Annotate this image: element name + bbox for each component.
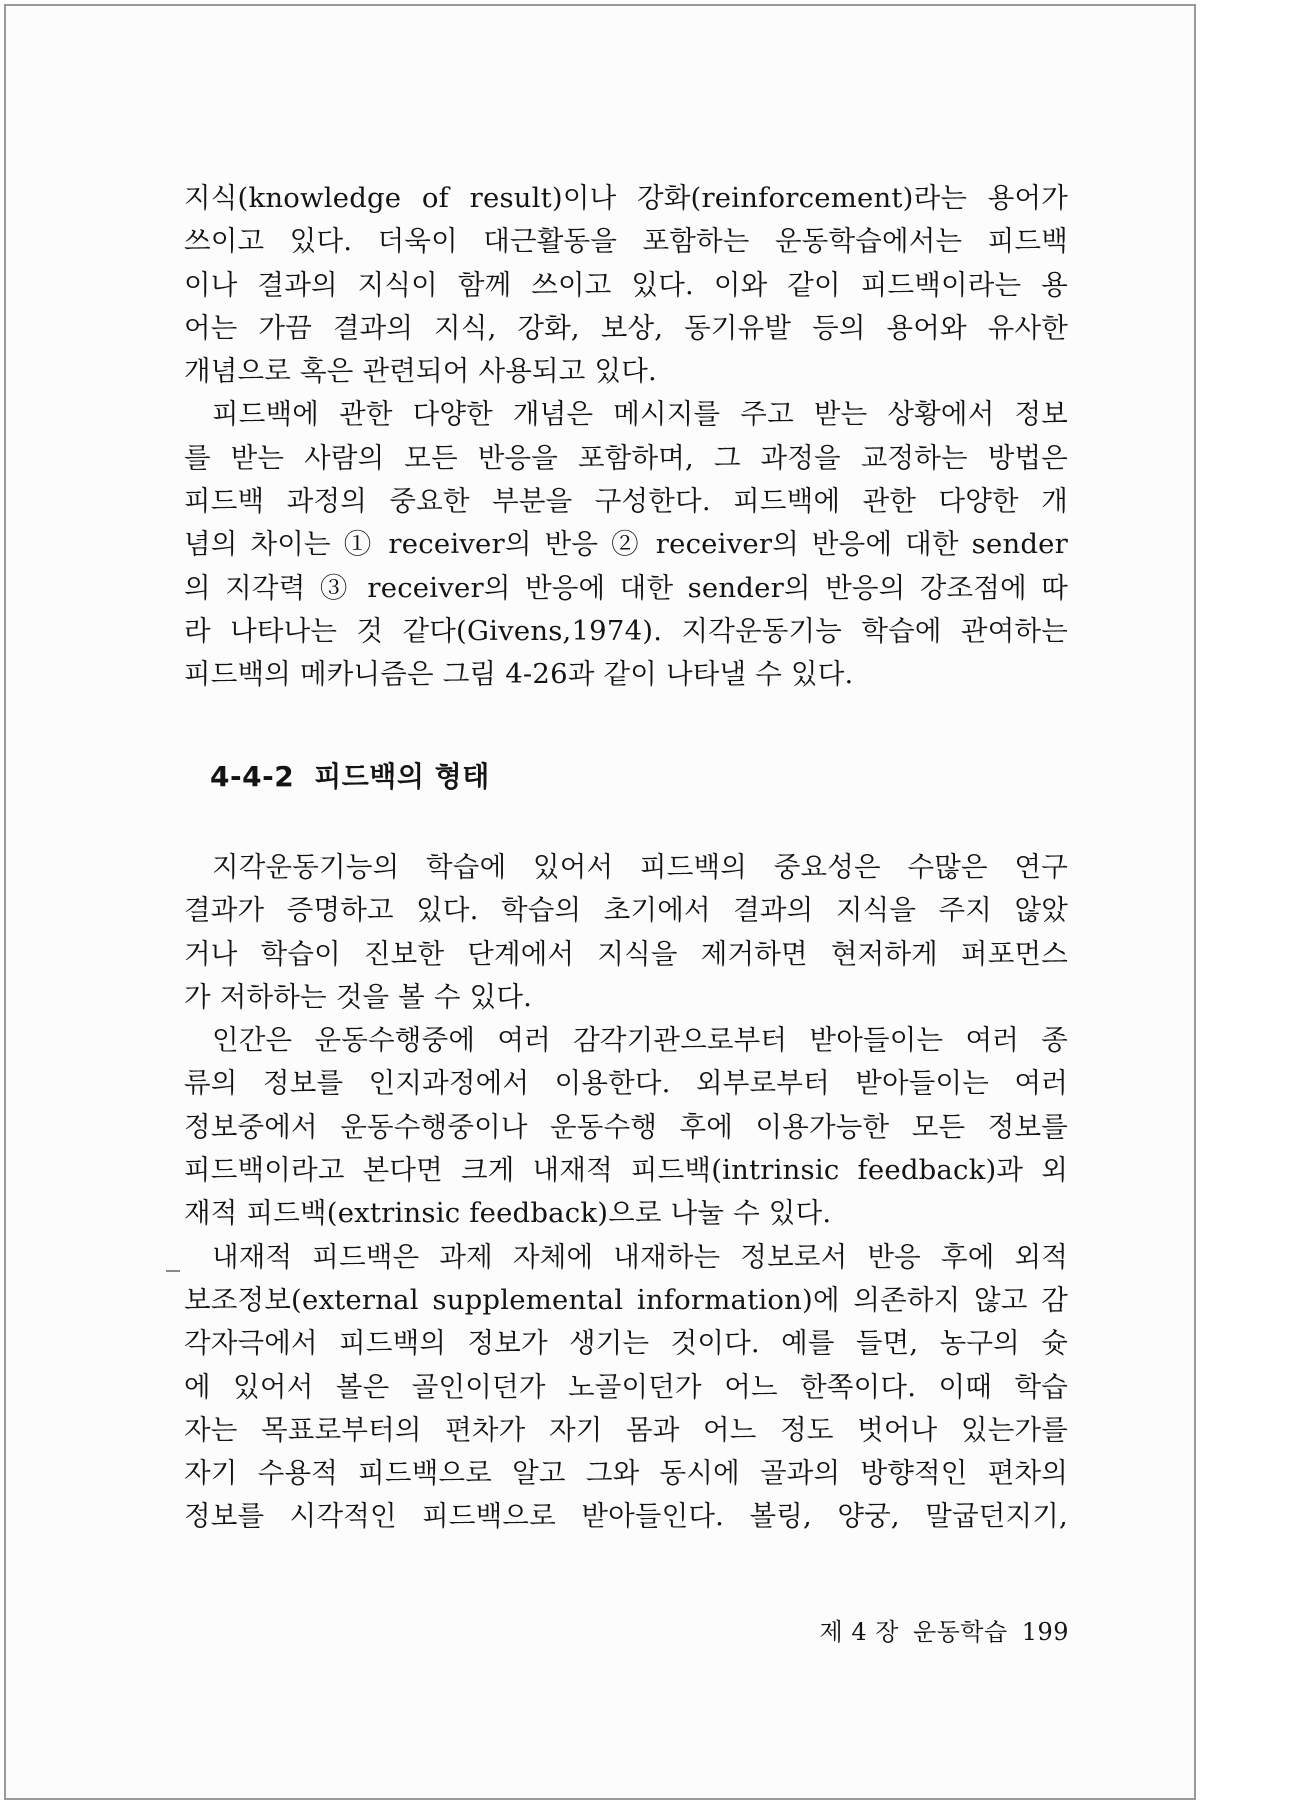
text-line: 재적 피드백(extrinsic feedback)으로 나눌 수 있다. <box>184 1197 832 1230</box>
text-line: 를 받는 사람의 모든 반응을 포함하며, 그 과정을 교정하는 방법은 <box>184 441 1068 474</box>
text-line: 개념으로 혹은 관련되어 사용되고 있다. <box>184 355 657 388</box>
text-line: 보조정보(external supplemental information)에 의존하지 않고 감 <box>184 1283 1068 1316</box>
text-line: 에 있어서 볼은 골인이던가 노골이던가 어느 한쪽이다. 이때 학습 <box>184 1370 1068 1403</box>
body-text-block-2 <box>184 846 1068 1539</box>
text-line: 가 저하하는 것을 볼 수 있다. <box>184 980 533 1013</box>
footer-chapter-title: 운동학습 <box>912 1618 1008 1646</box>
text-line: 각자극에서 피드백의 정보가 생기는 것이다. 예를 들면, 농구의 슛 <box>184 1327 1068 1360</box>
text-line: 이나 결과의 지식이 함께 쓰이고 있다. 이와 같이 피드백이라는 용 <box>184 268 1068 301</box>
text-line: 정보중에서 운동수행중이나 운동수행 후에 이용가능한 모든 정보를 <box>184 1110 1068 1143</box>
text-line: 거나 학습이 진보한 단계에서 지식을 제거하면 현저하게 퍼포먼스 <box>184 937 1068 970</box>
text-line: 지각운동기능의 학습에 있어서 피드백의 중요성은 수많은 연구 <box>212 851 1068 883</box>
text-line: 피드백 과정의 중요한 부분을 구성한다. 피드백에 관한 다양한 개 <box>184 485 1068 518</box>
page-number: 199 <box>1021 1618 1069 1646</box>
text-line: 념의 차이는 ① receiver의 반응 ② receiver의 반응에 대한 sender <box>184 528 1068 561</box>
footer-chapter: 제 4 장 <box>819 1618 899 1646</box>
text-line: 류의 정보를 인지과정에서 이용한다. 외부로부터 받아들이는 여러 <box>184 1067 1068 1100</box>
section-number: 4-4-2 <box>210 760 295 793</box>
text-line: 쓰이고 있다. 더욱이 대근활동을 포함하는 운동학습에서는 피드백 <box>184 225 1068 258</box>
text-line: 자기 수용적 피드백으로 알고 그와 동시에 골과의 방향적인 편차의 <box>184 1457 1068 1490</box>
text-line: 자는 목표로부터의 편차가 자기 몸과 어느 정도 벗어나 있는가를 <box>184 1413 1068 1446</box>
text-line: 지식(knowledge of result)이나 강화(reinforcement)라는 용어가 <box>184 182 1068 214</box>
page-footer <box>806 1612 1069 1647</box>
text-line: 결과가 증명하고 있다. 학습의 초기에서 결과의 지식을 주지 않았 <box>184 894 1068 927</box>
text-line: 피드백이라고 본다면 크게 내재적 피드백(intrinsic feedback)과 외 <box>184 1154 1068 1187</box>
body-text-block-1 <box>184 177 1068 697</box>
text-line: 내재적 피드백은 과제 자체에 내재하는 정보로서 반응 후에 외적 <box>212 1240 1068 1273</box>
text-line: 피드백에 관한 다양한 개념은 메시지를 주고 받는 상황에서 정보 <box>212 398 1068 431</box>
section-title: 피드백의 형태 <box>314 760 490 793</box>
section-heading <box>210 755 490 795</box>
text-line: 어는 가끔 결과의 지식, 강화, 보상, 동기유발 등의 용어와 유사한 <box>184 311 1068 344</box>
text-line: 정보를 시각적인 피드백으로 받아들인다. 볼링, 양궁, 말굽던지기, <box>184 1500 1068 1533</box>
text-line: 피드백의 메카니즘은 그림 4-26과 같이 나타낼 수 있다. <box>184 658 854 691</box>
scan-mark <box>166 1270 180 1272</box>
text-line: 의 지각력 ③ receiver의 반응에 대한 sender의 반응의 강조점에 따 <box>184 571 1068 604</box>
text-line: 인간은 운동수행중에 여러 감각기관으로부터 받아들이는 여러 종 <box>212 1024 1068 1057</box>
text-line: 라 나타나는 것 같다(Givens,1974). 지각운동기능 학습에 관여하는 <box>184 614 1068 647</box>
